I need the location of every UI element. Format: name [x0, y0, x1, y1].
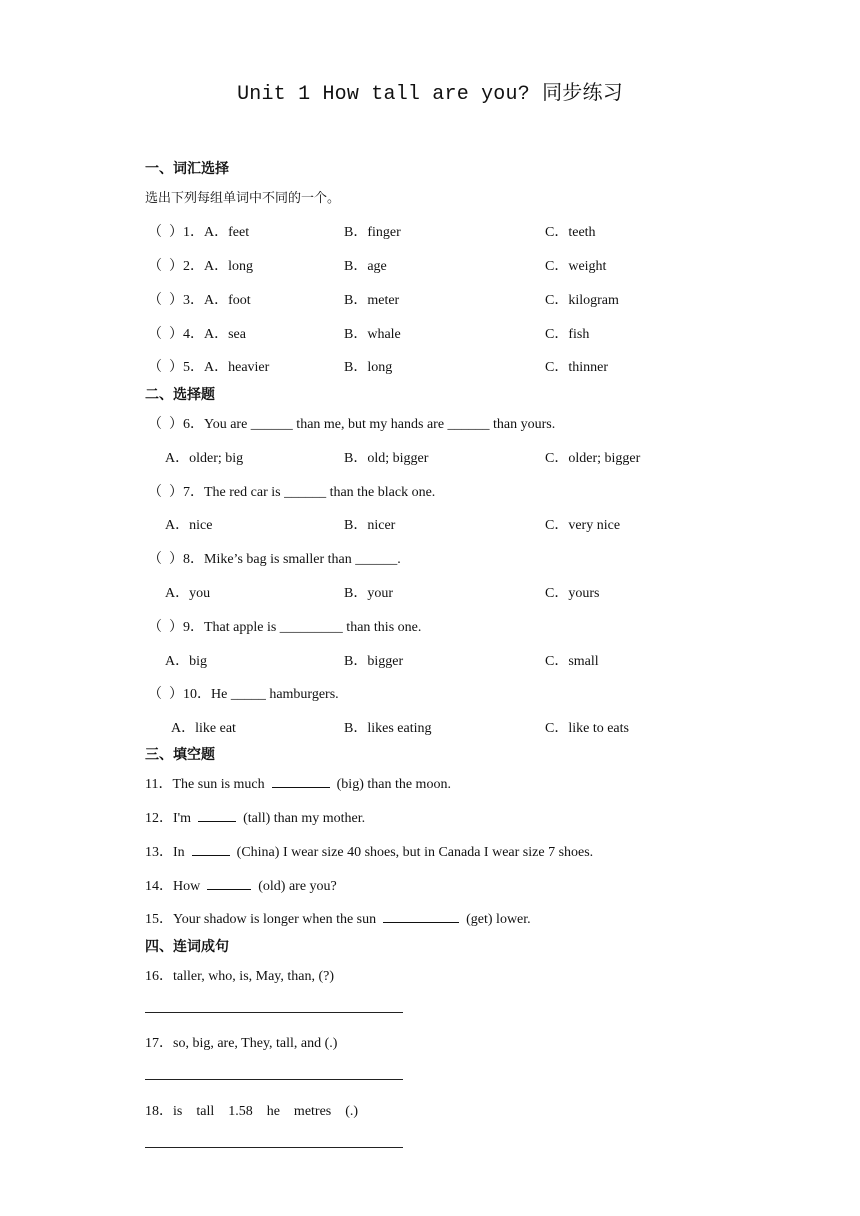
option-a: A．you — [165, 586, 211, 601]
question-stem: （ ）4．A．sea — [148, 327, 246, 342]
option-c: C．like to eats — [545, 721, 629, 736]
question-stem: 11．The sun is much — [145, 777, 265, 792]
option-c: C．small — [545, 654, 599, 669]
option-a: A．like eat — [171, 721, 236, 736]
question-stem: （ ）2．A．long — [148, 259, 253, 274]
option-c: C．older; bigger — [545, 451, 641, 466]
question-stem: 16．taller, who, is, May, than, (?) — [145, 969, 335, 984]
option-b: B．your — [344, 586, 393, 601]
option-b: B．age — [344, 259, 387, 274]
list-item — [145, 908, 531, 928]
option-c: C．teeth — [545, 225, 596, 240]
option-b: B．old; bigger — [344, 451, 429, 466]
word-hint: (old) are you? — [258, 879, 337, 894]
answer-blank[interactable] — [272, 775, 330, 788]
question-stem: （ ）9．That apple is _________ than this one. — [148, 620, 422, 635]
question-stem: （ ）3．A．foot — [148, 293, 251, 308]
option-a: A．older; big — [165, 451, 244, 466]
word-hint: (tall) than my mother. — [243, 811, 366, 826]
question-stem: （ ）10．He _____ hamburgers. — [148, 687, 339, 702]
option-b: B．meter — [344, 293, 400, 308]
section-heading-vocab: 一、词汇选择 — [145, 161, 229, 177]
option-c: C．fish — [545, 327, 590, 342]
question-stem: 14．How — [145, 879, 201, 894]
question-stem: 13．In — [145, 845, 185, 860]
option-b: B．finger — [344, 225, 401, 240]
list-item — [145, 773, 451, 793]
question-stem: 17．so, big, are, They, tall, and (.) — [145, 1036, 338, 1051]
question-stem: （ ）8．Mike’s bag is smaller than ______. — [148, 552, 401, 567]
question-stem: （ ）5．A．heavier — [148, 360, 270, 375]
answer-blank[interactable] — [383, 910, 459, 923]
answer-line[interactable] — [145, 1012, 403, 1013]
option-b: B．nicer — [344, 518, 396, 533]
list-item — [145, 875, 337, 895]
option-b: B．whale — [344, 327, 401, 342]
answer-blank[interactable] — [207, 877, 251, 890]
question-stem: （ ）1．A．feet — [148, 225, 250, 240]
option-b: B．long — [344, 360, 393, 375]
answer-blank[interactable] — [198, 809, 236, 822]
list-item — [145, 841, 593, 861]
section-heading-arrange: 四、连词成句 — [145, 939, 229, 955]
option-c: C．yours — [545, 586, 600, 601]
option-b: B．bigger — [344, 654, 404, 669]
option-c: C．weight — [545, 259, 607, 274]
section-heading-fill: 三、填空题 — [145, 747, 215, 763]
option-c: C．thinner — [545, 360, 608, 375]
question-stem: （ ）6．You are ______ than me, but my hands are ______ than yours. — [148, 417, 556, 432]
word-hint: (big) than the moon. — [336, 777, 451, 792]
option-b: B．likes eating — [344, 721, 432, 736]
option-c: C．kilogram — [545, 293, 619, 308]
answer-line[interactable] — [145, 1147, 403, 1148]
option-a: A．big — [165, 654, 207, 669]
list-item — [145, 807, 365, 827]
section-instruction: 选出下列每组单词中不同的一个。 — [145, 191, 341, 206]
option-c: C．very nice — [545, 518, 621, 533]
word-hint: (China) I wear size 40 shoes, but in Canada I wear size 7 shoes. — [236, 845, 594, 860]
question-stem: 15．Your shadow is longer when the sun — [145, 912, 377, 927]
option-a: A．nice — [165, 518, 213, 533]
section-heading-mc: 二、选择题 — [145, 387, 215, 403]
question-stem: （ ）7．The red car is ______ than the black one. — [148, 485, 436, 500]
page-title: Unit 1 How tall are you? 同步练习 — [237, 83, 623, 106]
answer-blank[interactable] — [192, 843, 230, 856]
word-hint: (get) lower. — [466, 912, 531, 927]
question-stem: 18．is tall 1.58 he metres (.) — [145, 1104, 359, 1119]
question-stem: 12．I'm — [145, 811, 192, 826]
answer-line[interactable] — [145, 1079, 403, 1080]
